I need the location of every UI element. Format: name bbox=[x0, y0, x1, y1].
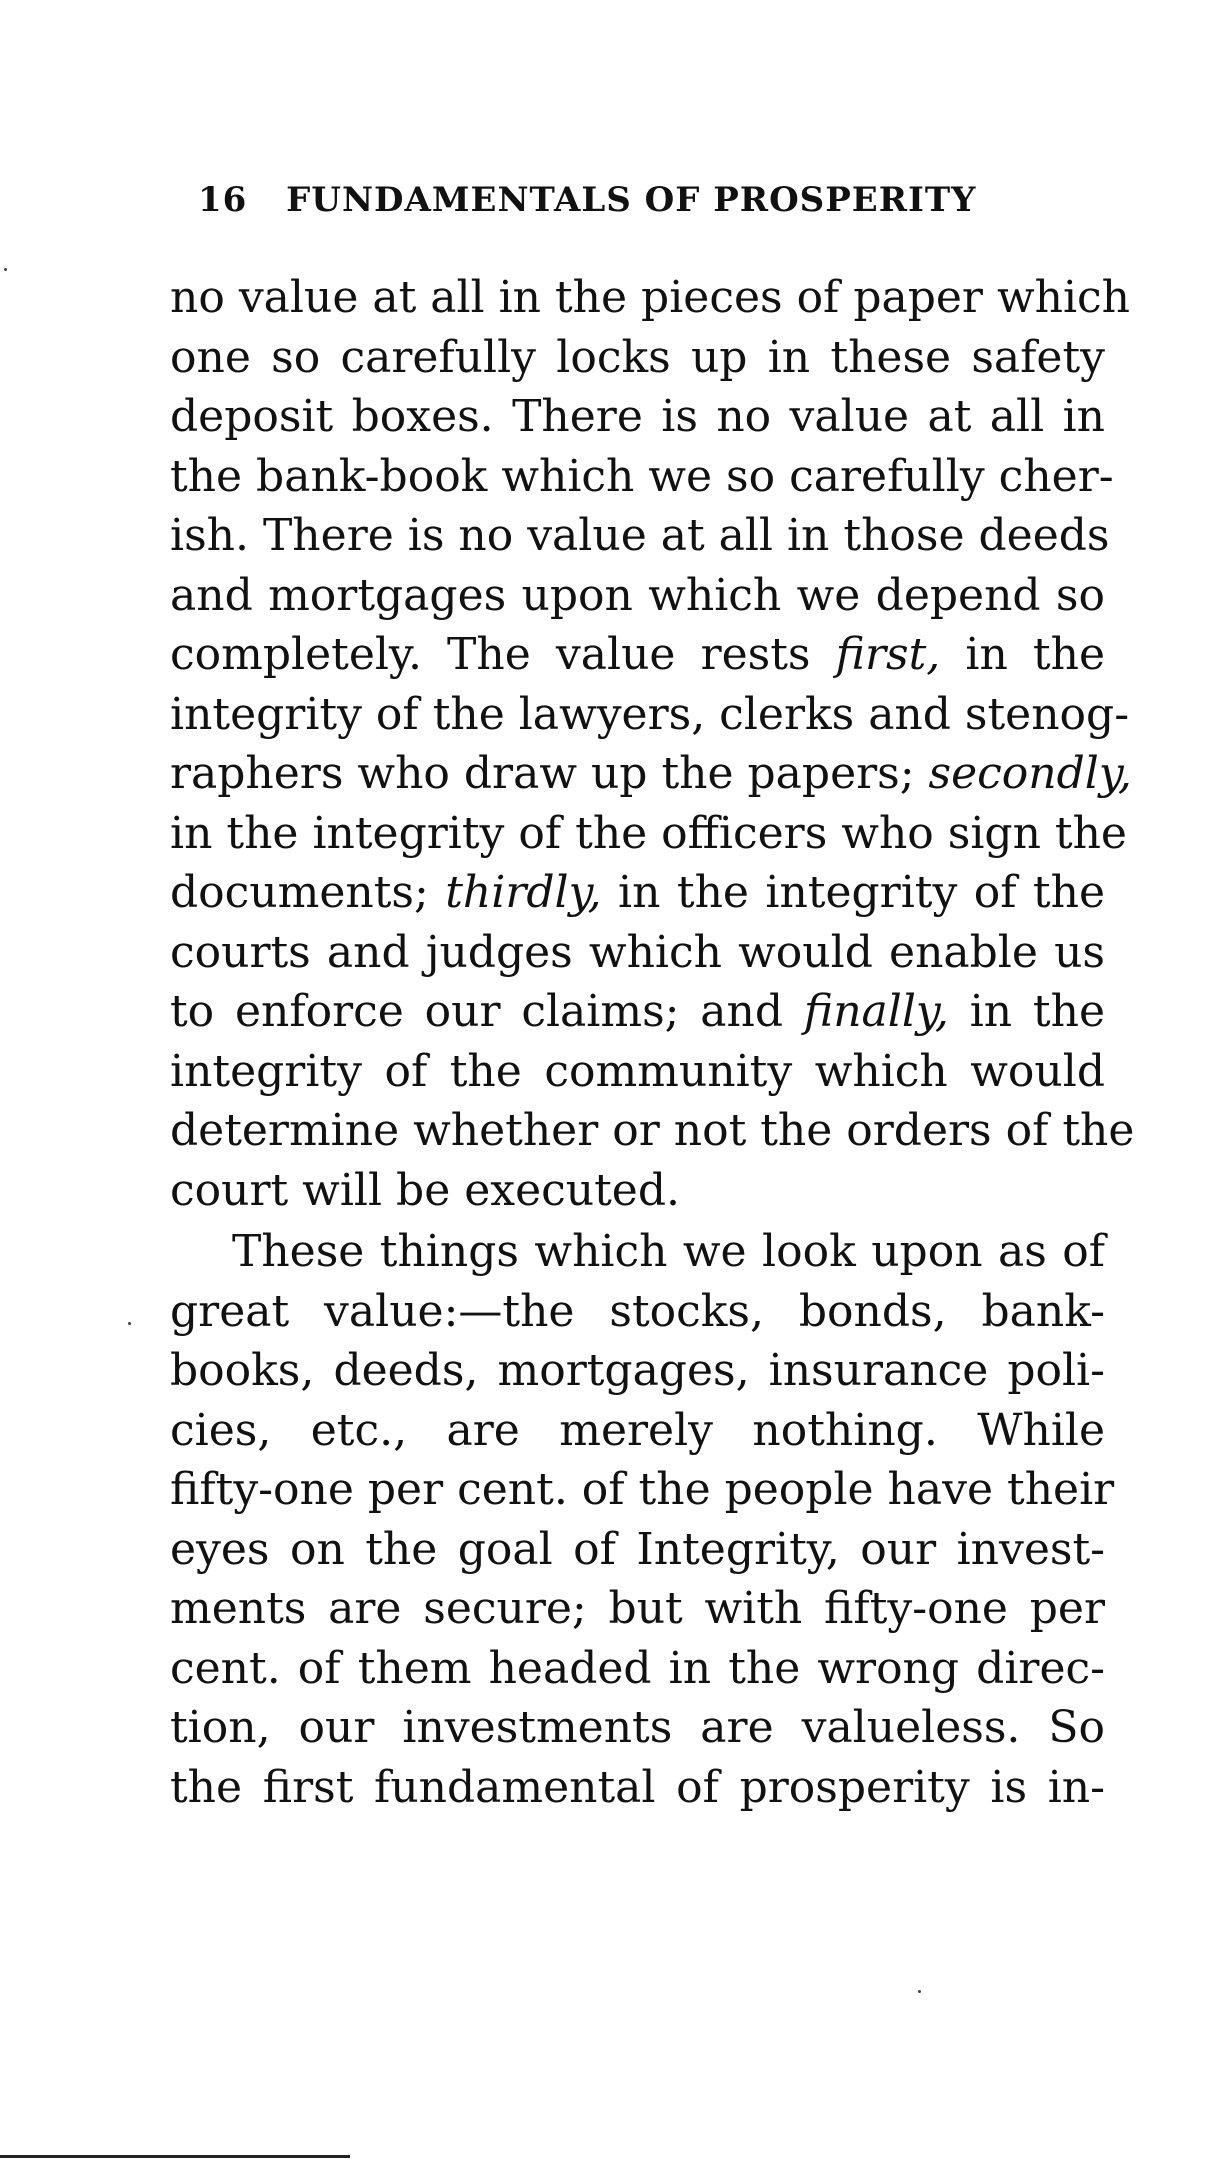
page-number: 16 bbox=[198, 180, 248, 220]
text-line bbox=[170, 625, 1105, 685]
text-line: great value:—the stocks, bonds, bank- bbox=[170, 1285, 1105, 1337]
text-line: court will be executed. bbox=[170, 1164, 680, 1216]
book-title: FUNDAMENTALS OF PROSPERITY bbox=[286, 180, 977, 220]
text-line: the bank-book which we so carefully cher- bbox=[170, 450, 1114, 502]
text-line: ments are secure; but with fifty-one per bbox=[170, 1583, 1105, 1634]
emphasis-secondly: secondly, bbox=[928, 748, 1132, 799]
scan-speck bbox=[128, 1322, 131, 1325]
text-line: no value at all in the pieces of paper which bbox=[170, 272, 1131, 323]
text-line: courts and judges which would enable us bbox=[170, 926, 1105, 978]
text-line: integrity of the community which would bbox=[170, 1045, 1105, 1097]
text-line: cent. of them headed in the wrong direc- bbox=[170, 1642, 1105, 1694]
emphasis-thirdly: thirdly, bbox=[445, 867, 602, 918]
scan-speck bbox=[4, 268, 7, 271]
text-segment: in the bbox=[948, 986, 1105, 1037]
text-line: tion, our investments are valueless. So bbox=[170, 1702, 1105, 1753]
text-line: These things which we look upon as of bbox=[232, 1226, 1105, 1277]
text-segment: documents; bbox=[170, 867, 446, 918]
text-line: ish. There is no value at all in those deeds bbox=[170, 510, 1110, 561]
text-line: fifty-one per cent. of the people have their bbox=[170, 1464, 1115, 1515]
text-line bbox=[170, 982, 1105, 1042]
body-text bbox=[170, 268, 1135, 1817]
text-line: and mortgages upon which we depend so bbox=[170, 569, 1105, 621]
emphasis-finally: finally, bbox=[803, 986, 949, 1037]
paragraph-2 bbox=[170, 1222, 1115, 1817]
text-line: determine whether or not the orders of the bbox=[170, 1105, 1135, 1156]
text-line: books, deeds, mortgages, insurance poli- bbox=[170, 1345, 1105, 1396]
text-line: deposit boxes. There is no value at all in bbox=[170, 391, 1105, 442]
emphasis-first: first, bbox=[835, 629, 941, 680]
text-line: the first fundamental of prosperity is in- bbox=[170, 1761, 1105, 1813]
text-segment: completely. The value rests bbox=[170, 629, 836, 680]
text-line: eyes on the goal of Integrity, our invest- bbox=[170, 1523, 1105, 1575]
text-line: cies, etc., are merely nothing. While bbox=[170, 1404, 1105, 1456]
text-line bbox=[170, 744, 1132, 804]
text-segment: to enforce our claims; and bbox=[170, 986, 804, 1037]
text-segment: in the bbox=[940, 629, 1105, 680]
text-line: one so carefully locks up in these safety bbox=[170, 331, 1105, 383]
running-head bbox=[198, 180, 1098, 220]
text-line: integrity of the lawyers, clerks and stenog- bbox=[170, 688, 1130, 740]
text-segment: in the integrity of the bbox=[601, 867, 1105, 918]
paragraph-1 bbox=[170, 268, 1135, 1220]
bottom-rule bbox=[0, 2155, 350, 2158]
text-line bbox=[170, 863, 1105, 923]
text-segment: raphers who draw up the papers; bbox=[170, 748, 929, 799]
text-line: in the integrity of the officers who sign the bbox=[170, 807, 1127, 859]
scan-speck bbox=[918, 1990, 921, 1993]
